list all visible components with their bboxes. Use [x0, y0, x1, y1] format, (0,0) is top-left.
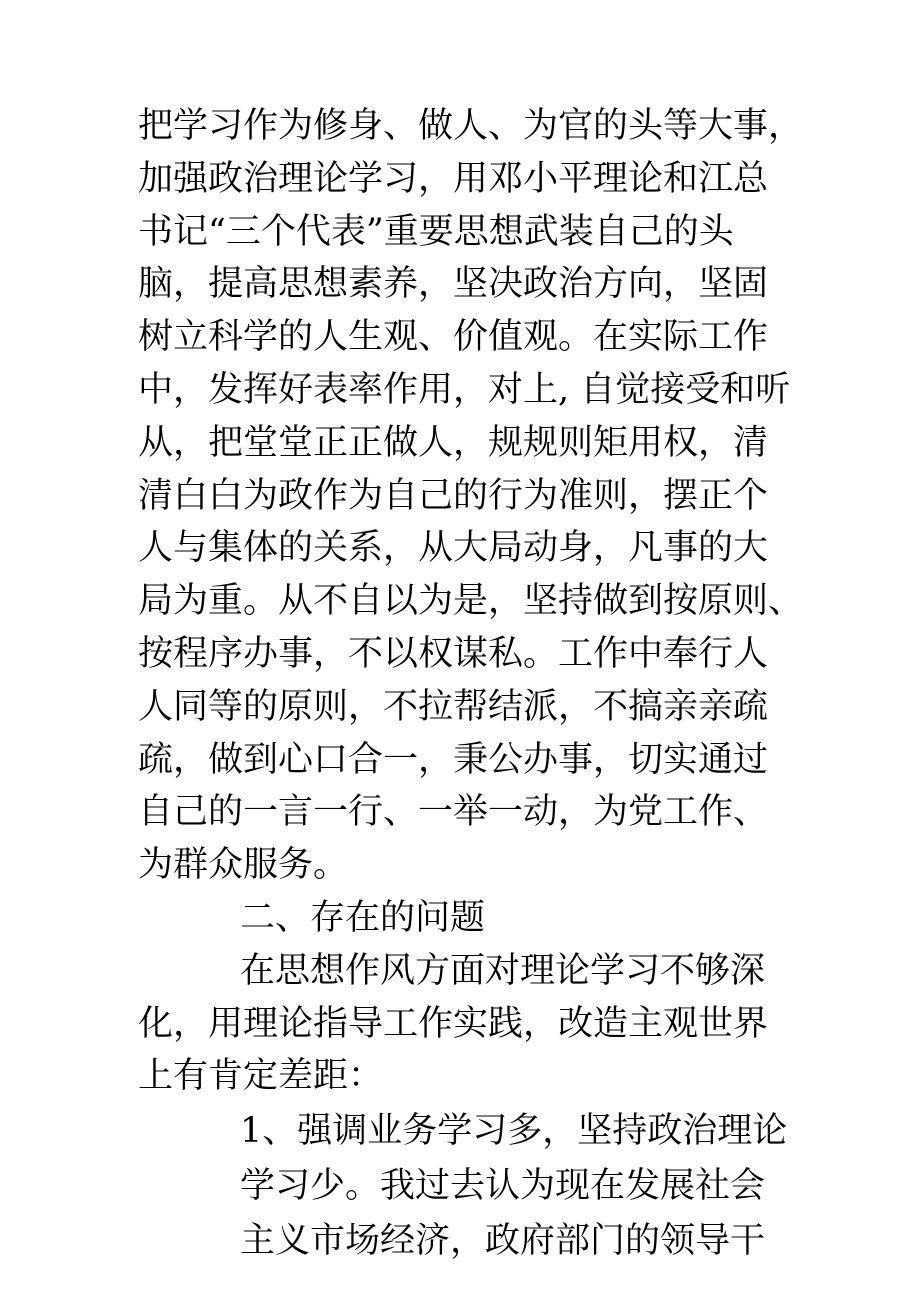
paragraph-line: 疏，做到心口合一，秉公办事，切实通过 [138, 740, 769, 780]
paragraph-line: 为群众服务。 [138, 845, 349, 885]
paragraph-line: 树立科学的人生观、价值观。在实际工作 [138, 317, 769, 357]
paragraph-line: 清白白为政作为自己的行为准则，摆正个 [138, 476, 769, 516]
paragraph-line: 加强政治理论学习，用邓小平理论和江总 [138, 159, 769, 199]
paragraph-line: 人与集体的关系，从大局动身，凡事的大 [138, 528, 769, 568]
paragraph-line: 中，发挥好表率作用，对上, 自觉接受和听 [138, 370, 791, 410]
paragraph-line: 上有肯定差距： [138, 1056, 384, 1096]
paragraph-line: 局为重。从不自以为是，坚持做到按原则、 [138, 581, 804, 621]
list-item-line: 1、强调业务学习多，坚持政治理论 [240, 1111, 788, 1151]
paragraph-line: 脑，提高思想素养，坚决政治方向，坚固 [138, 264, 769, 304]
paragraph-line: 从，把堂堂正正做人，规规则矩用权，清 [138, 423, 769, 463]
list-item-line: 主义市场经济，政府部门的领导干 [240, 1221, 766, 1261]
list-item-line: 学习少。我过去认为现在发展社会 [240, 1166, 766, 1206]
paragraph-line: 自己的一言一行、一举一动，为党工作、 [138, 792, 769, 832]
paragraph-line: 人同等的原则，不拉帮结派，不搞亲亲疏 [138, 687, 769, 727]
paragraph-line: 化，用理论指导工作实践，改造主观世界 [138, 1004, 769, 1044]
section-heading: 二、存在的问题 [240, 898, 486, 938]
paragraph-line: 书记“三个代表”重要思想武装自己的头 [138, 212, 734, 252]
paragraph-line: 把学习作为修身、做人、为官的头等大事， [138, 106, 804, 146]
paragraph-line: 按程序办事，不以权谋私。工作中奉行人 [138, 634, 769, 674]
paragraph-line: 在思想作风方面对理论学习不够深 [240, 951, 766, 991]
